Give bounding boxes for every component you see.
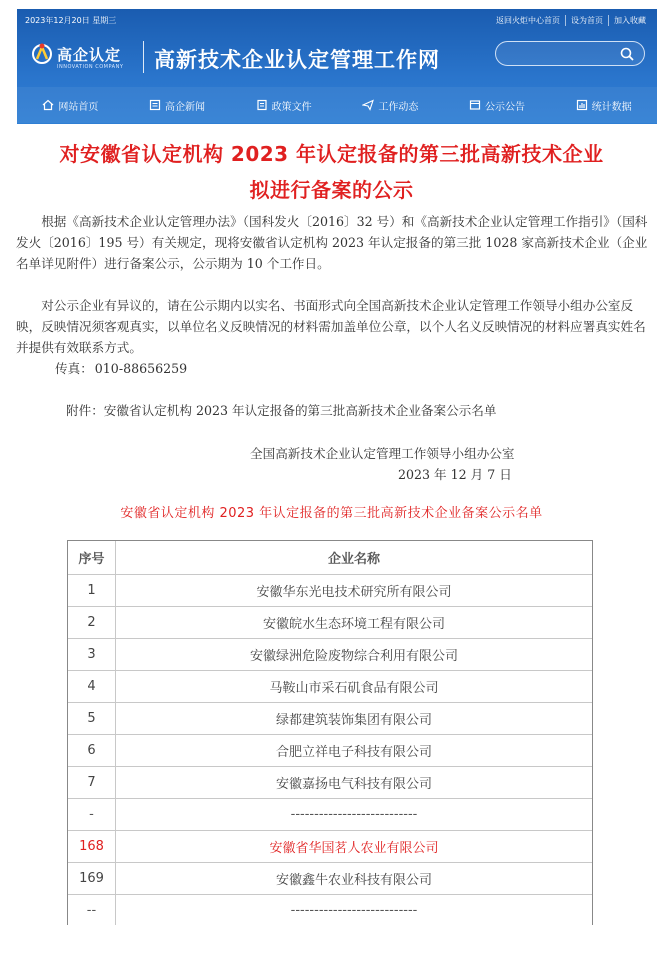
column-header-number: 序号: [68, 541, 116, 574]
stats-icon: [576, 99, 588, 111]
row-number: --: [68, 895, 116, 925]
company-name: 安徽嘉扬电气科技有限公司: [275, 777, 432, 792]
row-number: 168: [68, 831, 116, 862]
site-header: [17, 9, 657, 124]
table-row: [68, 863, 592, 895]
home-icon: [42, 99, 54, 111]
nav-item-home[interactable]: [17, 87, 124, 123]
table-row: [68, 671, 592, 703]
logo-mark-icon: [31, 41, 53, 67]
site-title: 高新技术企业认定管理工作网: [154, 47, 440, 72]
row-number: 3: [68, 639, 116, 670]
nav-item-statistics[interactable]: [550, 87, 657, 123]
company-name: 安徽绿洲危险废物综合利用有限公司: [249, 649, 458, 664]
brand-area: [17, 31, 657, 81]
logo-subtext: INNOVATION COMPANY: [57, 64, 124, 70]
paper-plane-icon: [362, 99, 374, 111]
company-name: 安徽华东光电技术研究所有限公司: [256, 585, 452, 600]
table-row-ellipsis: [68, 799, 592, 831]
table-row-highlighted: [68, 831, 592, 863]
logo-divider: [143, 41, 144, 73]
logo-text: 高企认定: [57, 46, 122, 64]
table-row: [68, 575, 592, 607]
table-row: [68, 767, 592, 799]
article-paragraph-2: 对公示企业有异议的，请在公示期内以实名、书面形式向全国高新技术企业认定管理工作领导小组办公室反映，反映情况须客观真实，以单位名义反映情况的材料需加盖单位公章，以个人名义反映情况的材料应署真实姓名并提供有效联系方式。: [16, 298, 646, 355]
table-header-row: [68, 541, 592, 575]
fax-number: 010-88656259: [94, 361, 188, 376]
fax-line: [55, 358, 187, 377]
search-icon[interactable]: [620, 47, 634, 61]
row-number: 6: [68, 735, 116, 766]
main-nav: [17, 87, 657, 123]
add-favorite-link[interactable]: 加入收藏: [608, 15, 651, 26]
row-number: 7: [68, 767, 116, 798]
table-row: [68, 607, 592, 639]
company-name: 绿都建筑装饰集团有限公司: [275, 713, 432, 728]
table-row: [68, 639, 592, 671]
article-title-line1: 对安徽省认定机构 2023 年认定报备的第三批高新技术企业: [59, 142, 604, 166]
current-date: 2023年12月20日 星期三: [25, 16, 117, 25]
notice-icon: [469, 99, 481, 111]
row-number: 169: [68, 863, 116, 894]
company-name: 安徽省华国茗人农业有限公司: [269, 841, 439, 856]
company-name: 合肥立祥电子科技有限公司: [275, 745, 432, 760]
nav-item-label: 网站首页: [58, 101, 99, 113]
table-row: [68, 703, 592, 735]
row-number: -: [68, 799, 116, 830]
company-name: ---------------------------: [290, 807, 418, 822]
nav-item-label: 统计数据: [591, 101, 632, 113]
company-table: [67, 540, 593, 925]
nav-item-policy[interactable]: [230, 87, 337, 123]
row-number: 5: [68, 703, 116, 734]
fax-label: 传真：: [55, 361, 93, 376]
column-header-company: 企业名称: [327, 552, 380, 567]
company-name: 安徽鑫牛农业科技有限公司: [275, 873, 432, 888]
nav-item-label: 政策文件: [271, 101, 312, 113]
company-name: 马鞍山市采石矶食品有限公司: [269, 681, 439, 696]
top-links: [491, 15, 651, 26]
top-bar: [17, 9, 657, 30]
company-name: ---------------------------: [290, 902, 418, 918]
nav-item-news[interactable]: [124, 87, 231, 123]
site-logo[interactable]: [27, 35, 139, 77]
table-row-ellipsis: [68, 895, 592, 925]
row-number: 1: [68, 575, 116, 606]
table-row: [68, 735, 592, 767]
set-homepage-link[interactable]: 设为首页: [565, 15, 608, 26]
signature-date: 2023 年 12 月 7 日: [398, 467, 512, 482]
article-paragraph-1: 根据《高新技术企业认定管理办法》（国科发火〔2016〕32 号）和《高新技术企业认定管理工作指引》（国科发火〔2016〕195 号）有关规定，现将安徽省认定机构 2023 年认定报备的第三批 1028 家高新技术企业（企业名单详见附件）进行备案公示，公示期为 10 个工作日。: [16, 214, 648, 271]
signature-organization: 全国高新技术企业认定管理工作领导小组办公室: [250, 446, 515, 461]
row-number: 2: [68, 607, 116, 638]
policy-doc-icon: [256, 99, 268, 111]
nav-item-label: 公示公告: [485, 101, 526, 113]
nav-item-label: 工作动态: [378, 101, 419, 113]
search-input[interactable]: [495, 41, 645, 66]
company-name: 安徽皖水生态环境工程有限公司: [262, 617, 445, 632]
news-icon: [149, 99, 161, 111]
list-title: 安徽省认定机构 2023 年认定报备的第三批高新技术企业备案公示名单: [120, 506, 543, 521]
article-title-line2: 拟进行备案的公示: [249, 178, 414, 202]
nav-item-notices[interactable]: [444, 87, 551, 123]
attachment-link[interactable]: 附件：安徽省认定机构 2023 年认定报备的第三批高新技术企业备案公示名单: [66, 403, 497, 418]
nav-item-label: 高企新闻: [165, 101, 205, 113]
nav-item-work-updates[interactable]: [337, 87, 444, 123]
row-number: 4: [68, 671, 116, 702]
back-to-torch-center-link[interactable]: 返回火炬中心首页: [496, 16, 560, 25]
